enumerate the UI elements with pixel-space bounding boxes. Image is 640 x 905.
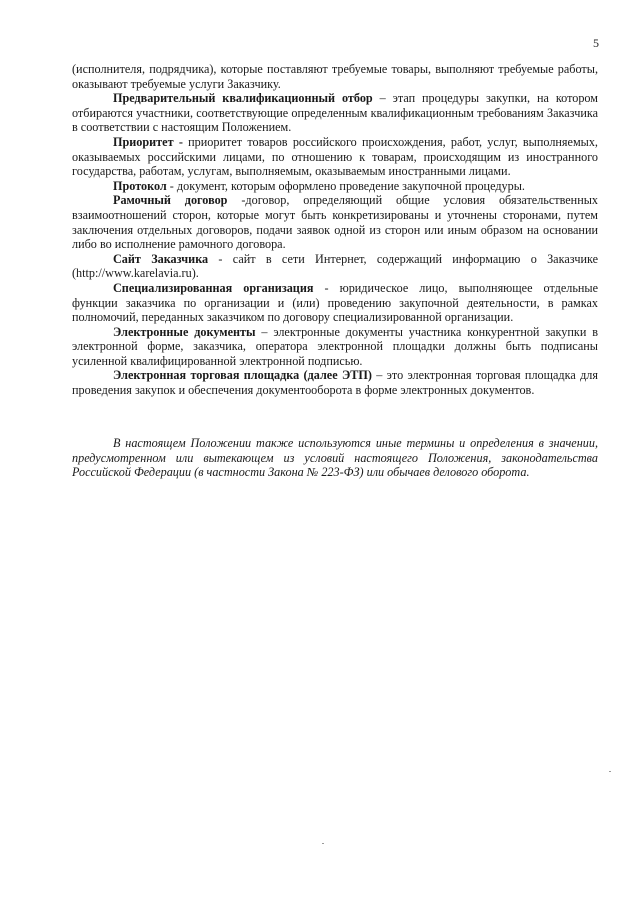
definition-term: Сайт Заказчика: [113, 251, 209, 266]
definition-paragraph: [72, 325, 598, 369]
definition-paragraph: [72, 91, 598, 135]
definition-paragraph: [72, 252, 598, 281]
definition-continuation: [72, 62, 598, 91]
definition-term: Предварительный квалификационный отбор: [113, 91, 373, 106]
definition-term: Рамочный договор: [113, 193, 228, 208]
definition-paragraph: [72, 135, 598, 179]
definition-paragraph: [72, 179, 598, 194]
definition-term: Приоритет -: [113, 134, 183, 149]
definition-text: – это электронная торговая площадка для проведения закупок и обеспечения документооборота в форме электронных документов.: [72, 368, 598, 398]
definition-text: – электронные документы участника конкурентной закупки в электронной форме, заказчика, оператора электронной площадки должны быть подписаны усиленной квалифицированной электронной подписью.: [72, 324, 598, 368]
definitions-section: [72, 62, 598, 398]
definition-text: приоритет товаров российского происхождения, работ, услуг, выполняемых, оказываемых российскими лицами, по отношению к товарам, происходящим из иностранного государства, работам, услугам, выполняемым, оказываемым иностранными лицами.: [72, 134, 598, 179]
scan-speck: [322, 843, 324, 844]
definition-text: – этап процедуры закупки, на котором отбираются участники, соответствующие определенным квалификационным требованиям Заказчика в соответствии с настоящим Положением.: [72, 91, 598, 135]
scan-speck: [609, 771, 611, 772]
definition-paragraph: [72, 193, 598, 251]
definition-term: Протокол: [113, 178, 167, 193]
page-number: 5: [593, 36, 599, 50]
definition-paragraph: [72, 368, 598, 397]
definition-term: Специализированная организация: [113, 280, 314, 295]
definition-term: Электронная торговая площадка (далее ЭТП): [113, 368, 372, 383]
closing-note: В настоящем Положении также используются иные термины и определения в значении, предусмотренном или вытекающем из условий настоящего Положения, законодательства Российской Федерации (в частности Закона № 223-ФЗ) или обычаев делового оборота.: [72, 436, 598, 480]
definition-text: -договор, определяющий общие условия обязательственных взаимоотношений сторон, которые могут быть конкретизированы и уточнены сторонами, путем заключения отдельных договоров, подачи заявок одной из сторон или иным образом на основании либо во исполнение рамочного договора.: [72, 193, 599, 252]
definition-text: - юридическое лицо, выполняющее отдельные функции заказчика по организации и (или) проведению закупочной деятельности, в рамках полномочий, переданных заказчиком по договору специализированной организации.: [72, 280, 598, 325]
definition-text: (исполнителя, подрядчика), которые поставляют требуемые товары, выполняют требуемые работы, оказывают требуемые услуги Заказчику.: [72, 62, 598, 91]
definition-paragraph: [72, 281, 598, 325]
definition-text: - сайт в сети Интернет, содержащий информацию о Заказчике (http://www.karelavia.ru).: [72, 251, 598, 281]
definition-term: Электронные документы: [113, 324, 256, 339]
definition-text: - документ, которым оформлено проведение закупочной процедуры.: [166, 178, 525, 193]
